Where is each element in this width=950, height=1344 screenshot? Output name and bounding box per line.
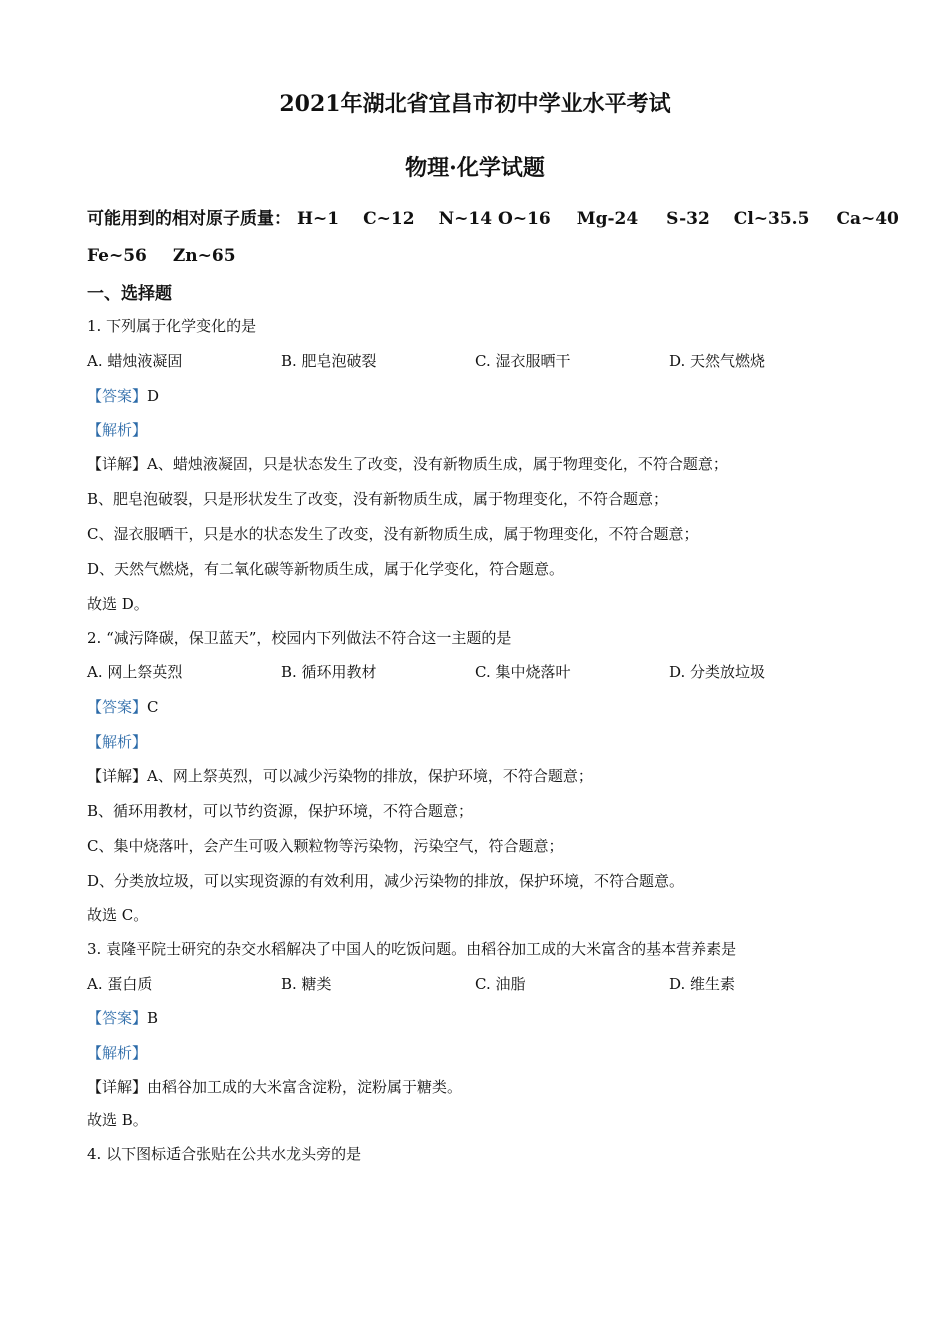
detail-text: 由稻谷加工成的大米富含淀粉，淀粉属于糖类。 (147, 1078, 463, 1096)
question-2-conclusion: 故选 C。 (87, 906, 149, 924)
question-2-option-c: C. 集中烧落叶 (475, 663, 571, 681)
question-1-option-b: B. 肥皂泡破裂 (281, 352, 377, 370)
mass-ca: Ca~40 (836, 209, 899, 229)
question-2-stem: 2. “减污降碳，保卫蓝天”，校园内下列做法不符合这一主题的是 (87, 629, 512, 647)
question-3-option-d: D. 维生素 (669, 975, 736, 993)
question-2-detail-line: B、循环用教材，可以节约资源，保护环境，不符合题意； (87, 802, 474, 820)
question-3-detail-line (87, 1076, 462, 1098)
exam-subtitle: 物理·化学试题 (405, 155, 545, 181)
mass-cl: Cl~35.5 (733, 209, 810, 229)
question-2-answer (87, 696, 159, 718)
question-2-detail-line: D、分类放垃圾，可以实现资源的有效利用，减少污染物的排放，保护环境，不符合题意。 (87, 872, 685, 890)
question-1-option-a: A. 蜡烛液凝固 (87, 352, 183, 370)
question-1-detail-line (87, 453, 728, 475)
detail-label: 【详解】 (87, 1078, 148, 1096)
atomic-masses-label: 可能用到的相对原子质量： (87, 209, 291, 229)
mass-mg: Mg-24 (576, 209, 639, 229)
question-3-stem: 3. 袁隆平院士研究的杂交水稻解决了中国人的吃饭问题。由稻谷加工成的大米富含的基本营养素是 (87, 940, 737, 958)
question-2-option-d: D. 分类放垃圾 (669, 663, 766, 681)
atomic-masses-line-1 (87, 207, 899, 231)
mass-h: H~1 (297, 209, 340, 229)
question-2-detail-line (87, 765, 593, 787)
question-2-option-a: A. 网上祭英烈 (87, 663, 183, 681)
question-3-answer (87, 1007, 158, 1029)
exam-title: 2021年湖北省宜昌市初中学业水平考试 (279, 91, 671, 117)
question-2-analysis-label: 【解析】 (87, 733, 148, 751)
question-4-stem: 4. 以下图标适合张贴在公共水龙头旁的是 (87, 1145, 362, 1163)
detail-label: 【详解】 (87, 455, 148, 473)
mass-zn: Zn~65 (172, 246, 236, 266)
question-1-option-c: C. 湿衣服晒干 (475, 352, 571, 370)
question-1-detail-line: D、天然气燃烧，有二氧化碳等新物质生成，属于化学变化，符合题意。 (87, 560, 565, 578)
question-1-detail-line: B、肥皂泡破裂，只是形状发生了改变，没有新物质生成，属于物理变化，不符合题意； (87, 490, 669, 508)
question-3-option-a: A. 蛋白质 (87, 975, 153, 993)
question-1-answer (87, 385, 159, 407)
question-3-analysis-label: 【解析】 (87, 1044, 148, 1062)
question-3-option-b: B. 糖类 (281, 975, 332, 993)
answer-label: 【答案】 (87, 1009, 148, 1027)
mass-o: O~16 (498, 209, 551, 229)
answer-label: 【答案】 (87, 698, 148, 716)
question-1-conclusion: 故选 D。 (87, 595, 149, 613)
answer-label: 【答案】 (87, 387, 148, 405)
answer-value: D (147, 387, 160, 405)
mass-fe: Fe~56 (87, 246, 147, 266)
question-1-analysis-label: 【解析】 (87, 421, 148, 439)
mass-c: C~12 (363, 209, 415, 229)
question-2-detail-line: C、集中烧落叶，会产生可吸入颗粒物等污染物，污染空气，符合题意； (87, 837, 564, 855)
section-heading: 一、选择题 (87, 284, 172, 304)
mass-s: S-32 (666, 209, 710, 229)
detail-label: 【详解】 (87, 767, 148, 785)
question-3-conclusion: 故选 B。 (87, 1111, 148, 1129)
question-1-stem: 1. 下列属于化学变化的是 (87, 317, 257, 335)
question-1-option-d: D. 天然气燃烧 (669, 352, 766, 370)
mass-n: N~14 (438, 209, 493, 229)
detail-text: A、蜡烛液凝固，只是状态发生了改变，没有新物质生成，属于物理变化，不符合题意； (147, 455, 728, 473)
question-2-option-b: B. 循环用教材 (281, 663, 377, 681)
answer-value: C (147, 698, 159, 716)
question-1-detail-line: C、湿衣服晒干，只是水的状态发生了改变，没有新物质生成，属于物理变化，不符合题意； (87, 525, 699, 543)
question-3-option-c: C. 油脂 (475, 975, 526, 993)
answer-value: B (147, 1009, 159, 1027)
detail-text: A、网上祭英烈，可以减少污染物的排放，保护环境，不符合题意； (147, 767, 593, 785)
atomic-masses-line-2 (87, 244, 236, 268)
